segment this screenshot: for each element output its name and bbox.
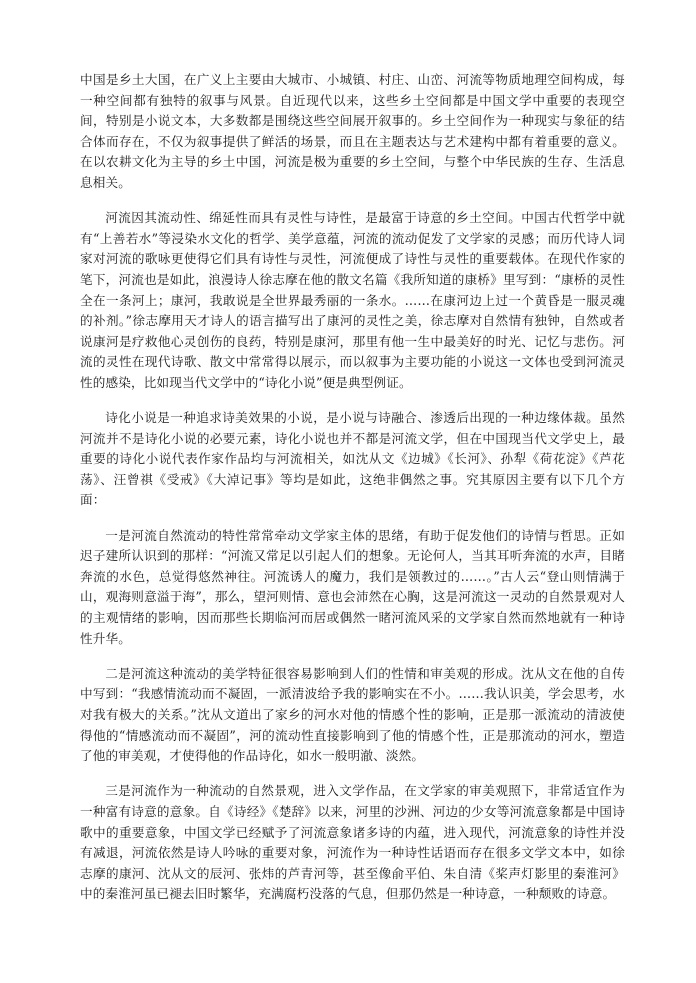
- paragraph-reason-two: 二是河流这种流动的美学特征很容易影响到人们的性情和审美观的形成。沈从文在他的自传中写到：“我感情流动而不凝固，一派清波给予我的影响实在不小。……我认识美，学会思考，水对我有极大的关系。”沈从文道出了家乡的河水对他的情感个性的影响，正是那一派流动的清波使得他的“情感流动而不凝固”，河的流动性直接影响到了他的情感个性，正是那流动的河水，塑造了他的审美观，才使得他的作品诗化，如水一般明澈、淡然。: [80, 665, 625, 764]
- paragraph-intro: 中国是乡土大国，在广义上主要由大城市、小城镇、村庄、山峦、河流等物质地理空间构成，每一种空间都有独特的叙事与风景。自近现代以来，这些乡土空间都是中国文学中重要的表现空间，特别是小说文本，大多数都是围绕这些空间展开叙事的。乡土空间作为一种现实与象征的结合体而存在，不仅为叙事提供了鲜活的场景，而且在主题表达与艺术建构中都有着重要的意义。在以农耕文化为主导的乡土中国，河流是极为重要的乡土空间，与整个中华民族的生存、生活息息相关。: [80, 72, 625, 190]
- paragraph-reason-one: 一是河流自然流动的特性常常牵动文学家主体的思绪，有助于促发他们的诗情与哲思。正如迟子建所认识到的那样：“河流又常足以引起人们的想象。无论何人，当其耳听奔流的水声，目睹奔流的水色，总觉得悠然神往。河流诱人的魔力，我们是领教过的……。”古人云“登山则情满于山，观海则意溢于海”，那么，望河则情、意也会沛然在心胸，这是河流这一灵动的自然景观对人的主观情绪的影响，因而那些长期临河而居或偶然一睹河流风采的文学家自然而然地就有一种诗性升华。: [80, 527, 625, 646]
- paragraph-reason-three: 三是河流作为一种流动的自然景观，进入文学作品，在文学家的审美观照下，非常适宜作为一种富有诗意的意象。自《诗经》《楚辞》以来，河里的沙洲、河边的少女等河流意象都是中国诗歌中的重要意象，中国文学已经赋予了河流意象诸多诗的内蕴，进入现代，河流意象的诗性并没有减退，河流依然是诗人吟咏的重要对象，河流作为一种诗性话语而存在很多文学文本中，如徐志摩的康河、沈从文的辰河、张炜的芦青河等，甚至像俞平伯、朱自清《桨声灯影里的秦淮河》中的秦淮河虽已褪去旧时繁华，充满腐朽没落的气息，但那仍然是一种诗意，一种颓败的诗意。: [80, 783, 625, 902]
- paragraph-river-spirituality: 河流因其流动性、绵延性而具有灵性与诗性，是最富于诗意的乡土空间。中国古代哲学中就有“上善若水”等浸染水文化的哲学、美学意蕴，河流的流动促发了文学家的灵感；而历代诗人词家对河流的歌咏更使得它们具有诗性与灵性，河流便成了诗性与灵性的重要载体。在现代作家的笔下，河流也是如此，浪漫诗人徐志摩在他的散文名篇《我所知道的康桥》里写到：“康桥的灵性全在一条河上；康河，我敢说是全世界最秀丽的一条水。……在康河边上过一个黄昏是一服灵魂的补剂。”徐志摩用天才诗人的语言描写出了康河的灵性之美，徐志摩对自然情有独钟，自然或者说康河是疗救他心灵创伤的良药，特别是康河，那里有他一生中最美好的时光、记忆与悲伤。河流的灵性在现代诗歌、散文中常常得以展示，而以叙事为主要功能的小说这一文体也受到河流灵性的感染，比如现当代文学中的“诗化小说”便是典型例证。: [80, 210, 625, 390]
- paragraph-poetic-novel: 诗化小说是一种追求诗美效果的小说，是小说与诗融合、渗透后出现的一种边缘体裁。虽然河流并不是诗化小说的必要元素，诗化小说也并不都是河流文学，但在中国现当代文学史上，最重要的诗化小说代表作家作品均与河流相关，如沈从文《边城》《长河》、孙犁《荷花淀》《芦花荡》、汪曾祺《受戒》《大淖记事》等均是如此，这绝非偶然之事。究其原因主要有以下几个方面：: [80, 410, 625, 508]
- document-page: [80, 70, 625, 905]
